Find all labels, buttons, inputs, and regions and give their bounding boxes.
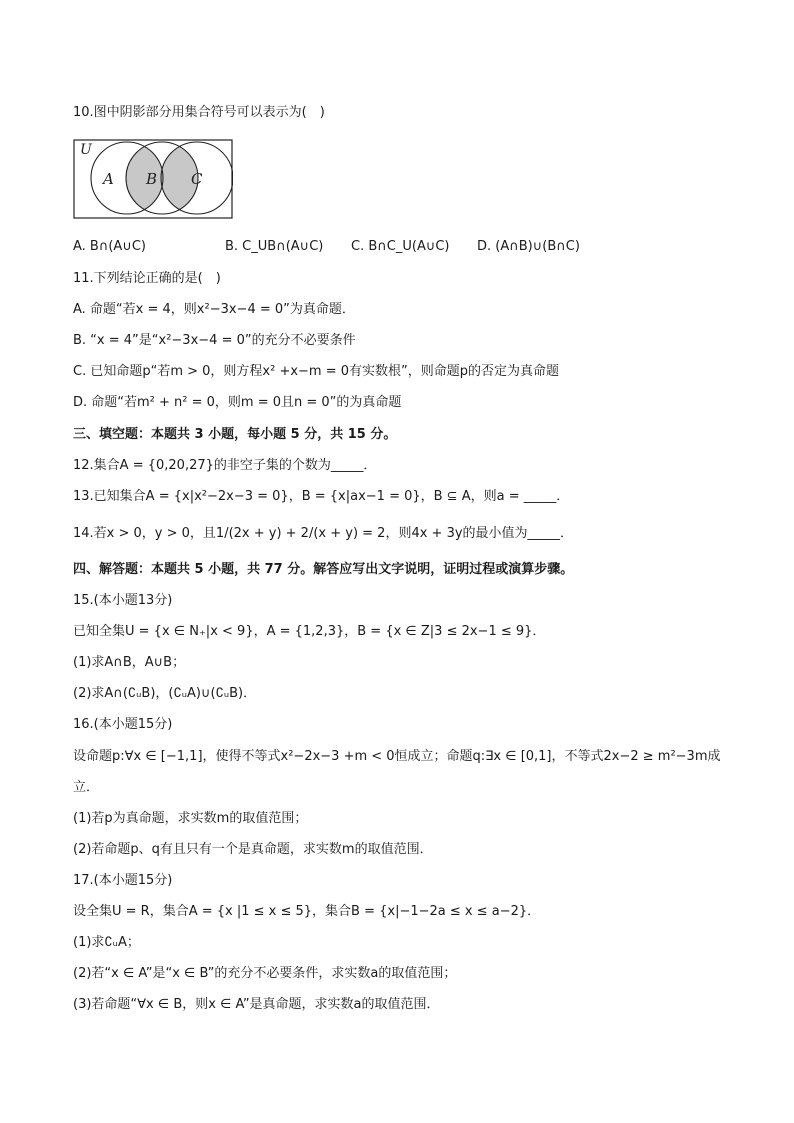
q11-option-d: D. 命题“若m² + n² = 0，则m = 0且n = 0”的为真命题 bbox=[73, 395, 402, 410]
q13: 13.已知集合A = {x|x²−2x−3 = 0}，B = {x|ax−1 = 0}，B ⊆ A，则a = _____． bbox=[73, 489, 570, 504]
q16-head: 16.(本小题15分) bbox=[73, 717, 173, 732]
q16-text: 设命题p:∀x ∈ [−1,1]，使得不等式x²−2x−3 +m < 0恒成立；命题q:∃x ∈ [0,1]，不等式2x−2 ≥ m²−3m成 bbox=[73, 749, 721, 764]
section-solutions: 四、解答题：本题共 5 小题，共 77 分。解答应写出文字说明，证明过程或演算步骤。 bbox=[73, 562, 574, 577]
q10-option-c: C. B∩C_U(A∪C) bbox=[351, 239, 450, 254]
q16-part2: (2)若命题p、q有且只有一个是真命题，求实数m的取值范围． bbox=[73, 842, 433, 857]
q10-options bbox=[73, 238, 580, 256]
section-fill-blank: 三、填空题：本题共 3 小题，每小题 5 分，共 15 分。 bbox=[73, 427, 397, 442]
label-a: A bbox=[103, 170, 114, 188]
q10-option-b: B. C_UB∩(A∪C) bbox=[225, 239, 324, 254]
q15-text: 已知全集U = {x ∈ N₊|x < 9}，A = {1,2,3}，B = {x ∈ Z|3 ≤ 2x−1 ≤ 9}． bbox=[73, 624, 546, 639]
q17-head: 17.(本小题15分) bbox=[73, 873, 173, 888]
q12: 12.集合A = {0,20,27}的非空子集的个数为_____． bbox=[73, 458, 377, 473]
q11-option-b: B. “x = 4”是“x²−3x−4 = 0”的充分不必要条件 bbox=[73, 333, 356, 348]
venn-diagram bbox=[73, 139, 233, 221]
label-u: U bbox=[80, 142, 92, 158]
q14: 14.若x > 0，y > 0，且1/(2x + y) + 2/(x + y) = 2，则4x + 3y的最小值为_____． bbox=[73, 526, 574, 541]
q11-option-c: C. 已知命题p“若m > 0，则方程x² +x−m = 0有实数根”，则命题p的否定为真命题 bbox=[73, 364, 560, 379]
q10-option-d: D. (A∩B)∪(B∩C) bbox=[477, 239, 580, 254]
q11-stem: 11.下列结论正确的是( ) bbox=[73, 271, 221, 286]
q15-part1: (1)求A∩B，A∪B； bbox=[73, 655, 186, 670]
q16-part1: (1)若p为真命题，求实数m的取值范围； bbox=[73, 811, 308, 826]
q17-part2: (2)若“x ∈ A”是“x ∈ B”的充分不必要条件，求实数a的取值范围； bbox=[73, 966, 457, 981]
q16-text-cont: 立． bbox=[73, 780, 100, 795]
q17-part3: (3)若命题“∀x ∈ B，则x ∈ A”是真命题，求实数a的取值范围． bbox=[73, 997, 440, 1012]
label-c: C bbox=[191, 170, 203, 188]
q17-part1: (1)求∁ᵤA； bbox=[73, 935, 140, 950]
q11-option-a: A. 命题“若x = 4，则x²−3x−4 = 0”为真命题． bbox=[73, 302, 355, 317]
q10-stem: 10.图中阴影部分用集合符号可以表示为( ) bbox=[73, 105, 325, 120]
label-b: B bbox=[146, 170, 158, 188]
q15-part2: (2)求A∩(∁ᵤB)，(∁ᵤA)∪(∁ᵤB)． bbox=[73, 686, 257, 701]
q17-text: 设全集U = R，集合A = {x |1 ≤ x ≤ 5}，集合B = {x|−1−2a ≤ x ≤ a−2}． bbox=[73, 904, 541, 919]
q15-head: 15.(本小题13分) bbox=[73, 593, 173, 608]
q10-option-a: A. B∩(A∪C) bbox=[73, 239, 146, 254]
